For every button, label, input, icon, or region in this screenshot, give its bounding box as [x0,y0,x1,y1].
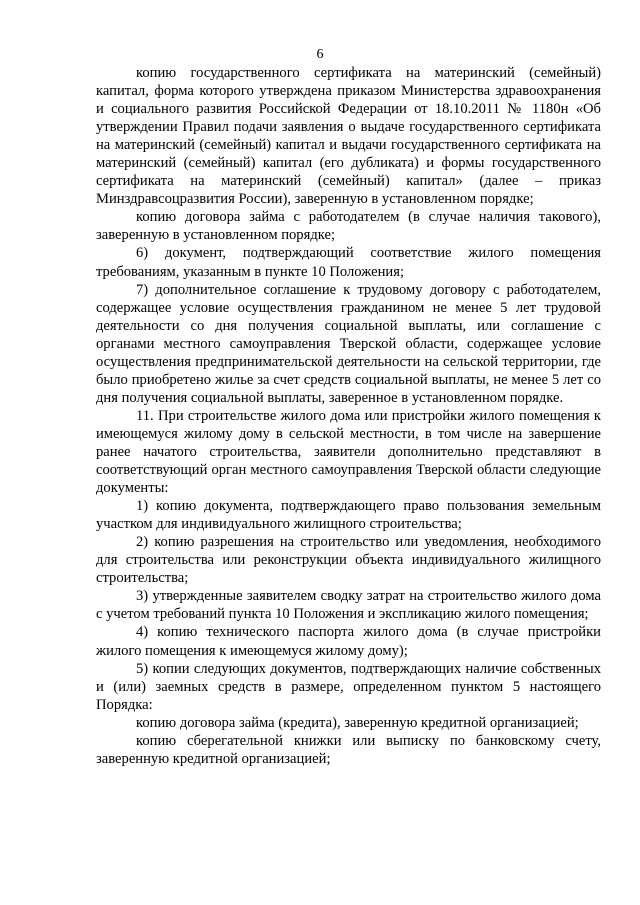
paragraph-maternity-certificate: копию государственного сертификата на материнский (семейный) капитал, форма которого утверждена приказом Министерства здравоохранения и социального развития Российской Федерации от 18.10.2011 № 1180н «Об утверждении Правил подачи заявления о выдаче государственного сертификата на материнский (семейный) капитал и выдачи государственного сертификата на материнский (семейный) капитал (его дубликата) и формы государственного сертификата на материнский (семейный) капитал» (далее – приказ Минздравсоцразвития России), заверенную в установленном порядке; [96,65,601,208]
paragraph-item-7: 7) дополнительное соглашение к трудовому договору с работодателем, содержащее условие осуществления гражданином не менее 5 лет трудовой деятельности со дня получения социальной выплаты, или соглашение с органами местного самоуправления Тверской области, содержащее условие осуществления предпринимательской деятельности на сельской территории, где было приобретено жилье за счет средств социальной выплаты, не менее 5 лет со дня получения социальной выплаты, заверенное в установленном порядке. [96,281,601,406]
paragraph-list-item-1: 1) копию документа, подтверждающего право пользования земельным участком для индивидуального жилищного строительства; [96,498,601,533]
paragraph-list-item-4: 4) копию технического паспорта жилого дома (в случае пристройки жилого помещения к имеющемуся жилому дому); [96,624,601,659]
paragraph-section-11: 11. При строительстве жилого дома или пристройки жилого помещения к имеющемуся жилому дому в сельской местности, в том числе на завершение ранее начатого строительства, заявители дополнительно представляют в соответствующий орган местного самоуправления Тверской области следующие документы: [96,407,601,497]
document-body [96,64,601,768]
paragraph-list-item-5: 5) копии следующих документов, подтверждающих наличие собственных и (или) заемных средств в размере, определенном пунктом 5 настоящего Порядка: [96,660,601,713]
paragraph-item-6: 6) документ, подтверждающий соответствие жилого помещения требованиям, указанным в пункте 10 Положения; [96,245,601,280]
paragraph-employer-loan: копию договора займа с работодателем (в случае наличия такового), заверенную в установленном порядке; [96,209,601,244]
paragraph-list-item-3: 3) утвержденные заявителем сводку затрат на строительство жилого дома с учетом требований пункта 10 Положения и экспликацию жилого помещения; [96,588,601,623]
paragraph-loan-contract-copy: копию договора займа (кредита), заверенную кредитной организацией; [136,714,579,731]
paragraph-list-item-2: 2) копию разрешения на строительство или уведомления, необходимого для строительства или реконструкции объекта индивидуального жилищного строительства; [96,534,601,587]
page-number: 6 [316,47,324,62]
paragraph-savings-book-copy: копию сберегательной книжки или выписку по банковскому счету, заверенную кредитной организацией; [96,732,601,767]
